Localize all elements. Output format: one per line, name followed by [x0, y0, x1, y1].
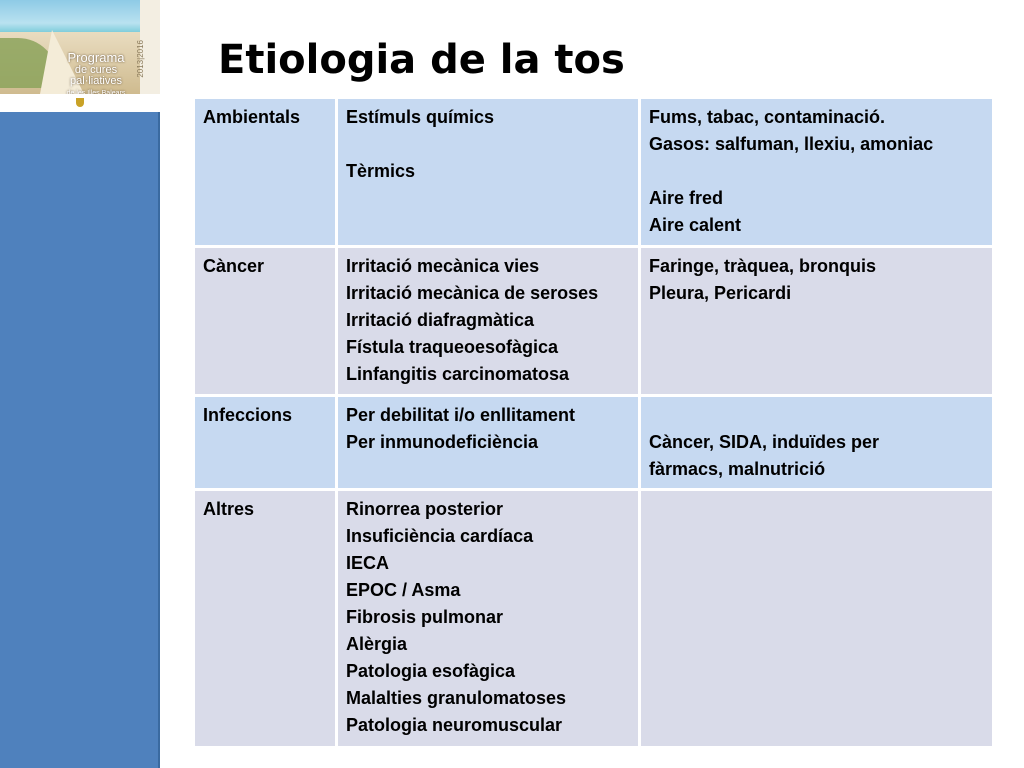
- cause-line: Linfangitis carcinomatosa: [346, 364, 570, 384]
- category-cell: [194, 247, 337, 396]
- cause-line: Per inmunodeficiència: [346, 432, 539, 452]
- logo-program-line2: de cures pal·liatives: [70, 64, 122, 87]
- program-logo: [0, 0, 160, 112]
- category-label: Ambientals: [203, 107, 301, 127]
- cause-line: Insuficiència cardíaca: [346, 526, 534, 546]
- cause-line: Patologia esofàgica: [346, 661, 516, 681]
- table-row: [194, 490, 994, 748]
- cause-line: Per debilitat i/o enllitament: [346, 405, 576, 425]
- example-line: [649, 402, 984, 429]
- cause-line: Irritació mecànica vies: [346, 256, 540, 276]
- example-line: Fums, tabac, contaminació.: [649, 107, 886, 127]
- logo-footer: [0, 94, 160, 112]
- cause-line: Estímuls químics: [346, 107, 495, 127]
- category-label: Altres: [203, 499, 255, 519]
- example-line: Gasos: salfuman, llexiu, amoniac: [649, 134, 934, 154]
- cause-line: Rinorrea posterior: [346, 499, 504, 519]
- cause-cell: [337, 98, 640, 247]
- etiology-table: [192, 96, 995, 749]
- example-line: [649, 158, 984, 185]
- table-row: [194, 98, 994, 247]
- slide-title: Etiologia de la tos: [218, 37, 625, 83]
- cause-line: IECA: [346, 553, 390, 573]
- etiology-table-body: [194, 98, 994, 748]
- table-row: [194, 247, 994, 396]
- government-shield-icon: [76, 98, 84, 107]
- category-cell: [194, 98, 337, 247]
- example-line: Càncer, SIDA, induïdes per: [649, 432, 880, 452]
- example-cell: [640, 396, 994, 490]
- logo-years: 2013|2016: [136, 40, 145, 78]
- example-cell: [640, 98, 994, 247]
- cause-line: Irritació mecànica de seroses: [346, 283, 599, 303]
- example-line: Pleura, Pericardi: [649, 283, 792, 303]
- example-line: Faringe, tràquea, bronquis: [649, 256, 877, 276]
- example-line: Aire calent: [649, 215, 742, 235]
- cause-line: EPOC / Asma: [346, 580, 461, 600]
- example-cell: [640, 490, 994, 748]
- category-label: Càncer: [203, 256, 265, 276]
- cause-cell: [337, 490, 640, 748]
- cause-line: Fístula traqueoesofàgica: [346, 337, 559, 357]
- cause-line: Malalties granulomatoses: [346, 688, 567, 708]
- cause-line: Irritació diafragmàtica: [346, 310, 535, 330]
- side-accent-bar: [0, 112, 160, 768]
- cause-line: Patologia neuromuscular: [346, 715, 563, 735]
- cause-line: Alèrgia: [346, 634, 408, 654]
- category-cell: [194, 396, 337, 490]
- example-line: fàrmacs, malnutrició: [649, 459, 826, 479]
- example-line: Aire fred: [649, 188, 724, 208]
- example-cell: [640, 247, 994, 396]
- category-label: Infeccions: [203, 405, 293, 425]
- cause-cell: [337, 396, 640, 490]
- cause-line: [346, 131, 630, 158]
- category-cell: [194, 490, 337, 748]
- logo-program-text: [54, 52, 138, 99]
- cause-cell: [337, 247, 640, 396]
- cause-line: Tèrmics: [346, 161, 416, 181]
- table-row: [194, 396, 994, 490]
- logo-program-line1: Programa: [67, 50, 125, 65]
- cause-line: Fibrosis pulmonar: [346, 607, 504, 627]
